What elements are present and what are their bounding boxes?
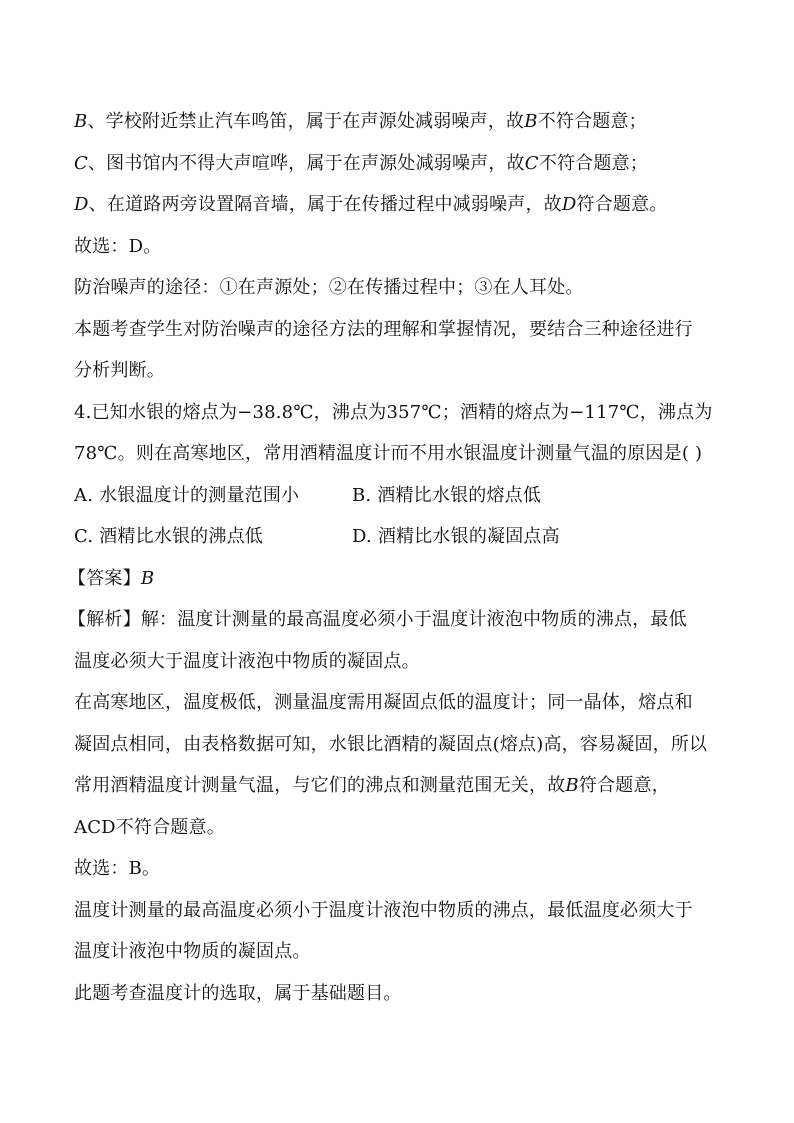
option-label: B	[74, 111, 88, 132]
analysis-tag: 【解析】	[68, 609, 141, 630]
question-stem-line-1: 4.已知水银的熔点为−38.8℃，沸点为357℃；酒精的熔点为−117℃，沸点为	[74, 401, 713, 423]
option-letter: B	[524, 111, 538, 132]
analysis-line-1	[68, 599, 724, 641]
solution-text: 、在道路两旁设置隔音墙，属于在传播过程中减弱噪声，故	[88, 194, 562, 215]
option-c: C. 酒精比水银的沸点低	[74, 526, 263, 547]
analysis-line-6: ACD不符合题意。	[74, 816, 226, 838]
option-letter: C	[524, 152, 539, 174]
solution-tail: 符合题意。	[576, 194, 668, 215]
analysis-line-3: 在高寒地区，温度极低，测量温度需用凝固点低的温度计；同一晶体，熔点和	[74, 692, 693, 713]
solution-text: 、图书馆内不得大声喧哗，属于在声源处减弱噪声，故	[87, 152, 525, 174]
option-a: A. 水银温度计的测量范围小	[74, 484, 300, 506]
answer-line	[68, 558, 724, 600]
analysis-text: 符合题意，	[578, 775, 670, 796]
answer-tag: 【答案】	[68, 567, 141, 589]
prev-choice: 故选：D。	[74, 235, 162, 257]
solution-tail: 不符合题意；	[537, 111, 647, 132]
analysis-summary: 此题考查温度计的选取，属于基础题目。	[74, 982, 402, 1004]
analysis-note-line-2: 温度计液泡中物质的凝固点。	[74, 941, 311, 962]
option-letter: D	[561, 194, 577, 215]
solution-text: 、学校附近禁止汽车鸣笛，属于在声源处减弱噪声，故	[87, 111, 525, 132]
prev-summary-line-2: 分析判断。	[74, 360, 165, 381]
prev-method: 防治噪声的途径：①在声源处；②在传播过程中；③在人耳处。	[74, 277, 584, 298]
analysis-line-4: 凝固点相同，由表格数据可知，水银比酒精的凝固点(熔点)高，容易凝固，所以	[74, 733, 708, 755]
option-b: B. 酒精比水银的熔点低	[352, 484, 542, 506]
option-letter: B	[565, 775, 579, 796]
analysis-text: 解：温度计测量的最高温度必须小于温度计液泡中物质的沸点，最低	[140, 609, 687, 630]
answer-value: B	[140, 567, 155, 589]
solution-line-d	[74, 184, 724, 226]
analysis-line-2: 温度必须大于温度计液泡中物质的凝固点。	[74, 650, 420, 672]
option-label: C	[74, 152, 88, 174]
solution-line-c	[74, 143, 724, 185]
option-label: D	[74, 194, 89, 215]
options-row-1	[74, 475, 724, 517]
option-d: D. 酒精比水银的凝固点高	[352, 526, 560, 547]
solution-tail: 不符合题意；	[538, 152, 648, 174]
options-row-2	[74, 516, 724, 558]
analysis-note-line-1: 温度计测量的最高温度必须小于温度计液泡中物质的沸点，最低温度必须大于	[74, 899, 693, 921]
prev-summary-line-1: 本题考查学生对防治噪声的途径方法的理解和掌握情况，要结合三种途径进行	[74, 318, 693, 340]
question-stem-line-2: 78℃。则在高寒地区，常用酒精温度计而不用水银温度计测量气温的原因是( )	[74, 443, 703, 464]
document-page	[68, 101, 724, 1014]
solution-line-b	[74, 101, 724, 143]
analysis-text: 常用酒精温度计测量气温，与它们的沸点和测量范围无关，故	[74, 775, 566, 796]
analysis-choice: 故选：B。	[74, 858, 161, 879]
analysis-line-5	[74, 765, 724, 807]
